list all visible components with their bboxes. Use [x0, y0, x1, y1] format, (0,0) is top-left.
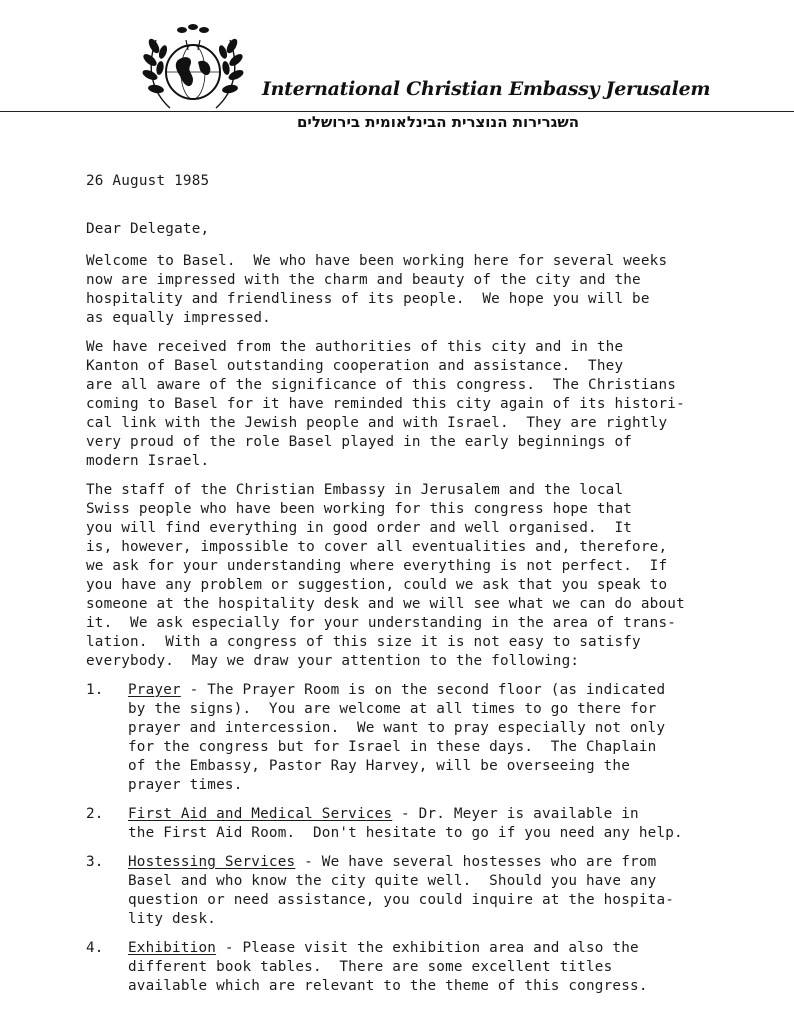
text-line: someone at the hospitality desk and we will see what we can do about — [86, 596, 685, 612]
text-line: prayer and intercession. We want to pray especially not only — [128, 720, 666, 736]
list-item-first-line — [128, 681, 766, 700]
text-line: very proud of the role Basel played in the early beginnings of — [86, 434, 633, 450]
list-item-body — [128, 681, 766, 795]
list-item-first-aid — [86, 805, 766, 843]
list-item-exhibition — [86, 939, 766, 996]
text-line: cal link with the Jewish people and with Israel. They are rightly — [86, 415, 668, 431]
text-line: prayer times. — [128, 777, 243, 793]
list-item-text: - Please visit the exhibition area and also the — [216, 940, 639, 956]
text-line: different book tables. There are some excellent titles — [128, 959, 613, 975]
list-item-text: - Dr. Meyer is available in — [392, 806, 639, 822]
list-item-first-line — [128, 805, 766, 824]
list-item-prayer — [86, 681, 766, 795]
text-line: by the signs). You are welcome at all times to go there for — [128, 701, 657, 717]
list-item-title: Exhibition — [128, 940, 217, 956]
list-item-title: First Aid and Medical Services — [128, 806, 393, 822]
list-item-number: 3. — [86, 854, 104, 870]
list-item-body — [128, 853, 766, 929]
paragraph-authorities — [86, 338, 766, 471]
list-item-body — [128, 805, 766, 843]
list-item-body — [128, 939, 766, 996]
list-item-number: 2. — [86, 806, 104, 822]
text-line: The staff of the Christian Embassy in Jerusalem and the local — [86, 482, 624, 498]
list-item-first-line — [128, 853, 766, 872]
text-line: of the Embassy, Pastor Ray Harvey, will be overseeing the — [128, 758, 631, 774]
text-line: available which are relevant to the theme of this congress. — [128, 978, 648, 994]
organization-name: International Christian Embassy Jerusalem — [262, 78, 711, 100]
salutation: Dear Delegate, — [86, 221, 210, 237]
letter-body — [86, 252, 766, 1006]
letterhead-rule — [0, 111, 794, 112]
text-line: you have any problem or suggestion, could we ask that you speak to — [86, 577, 668, 593]
text-line: you will find everything in good order and well organised. It — [86, 520, 633, 536]
letterhead — [0, 0, 794, 150]
organization-name-hebrew: השגרירות הנוצרית הבינלאומית בירושלים — [296, 113, 580, 131]
text-line: as equally impressed. — [86, 310, 271, 326]
text-line: We have received from the authorities of this city and in the — [86, 339, 624, 355]
text-line: hospitality and friendliness of its people. We hope you will be — [86, 291, 650, 307]
text-line: question or need assistance, you could inquire at the hospita- — [128, 892, 675, 908]
text-line: we ask for your understanding where everything is not perfect. If — [86, 558, 668, 574]
text-line: are all aware of the significance of this congress. The Christians — [86, 377, 677, 393]
text-line: Basel and who know the city quite well. Should you have any — [128, 873, 657, 889]
text-line: modern Israel. — [86, 453, 210, 469]
text-line: everybody. May we draw your attention to the following: — [86, 653, 580, 669]
text-line: Welcome to Basel. We who have been working here for several weeks — [86, 253, 668, 269]
text-line: it. We ask especially for your understanding in the area of trans- — [86, 615, 677, 631]
paragraph-staff — [86, 481, 766, 671]
text-line: the First Aid Room. Don't hesitate to go if you need any help. — [128, 825, 683, 841]
list-item-text: - We have several hostesses who are from — [295, 854, 657, 870]
list-item-number: 4. — [86, 940, 104, 956]
text-line: coming to Basel for it have reminded this city again of its histori- — [86, 396, 685, 412]
list-item-title: Prayer — [128, 682, 181, 698]
text-line: is, however, impossible to cover all eventualities and, therefore, — [86, 539, 668, 555]
text-line: Swiss people who have been working for this congress hope that — [86, 501, 633, 517]
list-item-number: 1. — [86, 682, 104, 698]
text-line: for the congress but for Israel in these days. The Chaplain — [128, 739, 657, 755]
list-item-title: Hostessing Services — [128, 854, 296, 870]
list-item-hostessing — [86, 853, 766, 929]
paragraph-welcome — [86, 252, 766, 328]
list-item-text: - The Prayer Room is on the second floor (as indicated — [180, 682, 666, 698]
text-line: Kanton of Basel outstanding cooperation and assistance. They — [86, 358, 624, 374]
letter-date: 26 August 1985 — [86, 173, 210, 189]
text-line: now are impressed with the charm and beauty of the city and the — [86, 272, 641, 288]
embassy-emblem-icon — [130, 22, 256, 114]
text-line: lity desk. — [128, 911, 217, 927]
text-line: lation. With a congress of this size it is not easy to satisfy — [86, 634, 641, 650]
list-item-first-line — [128, 939, 766, 958]
